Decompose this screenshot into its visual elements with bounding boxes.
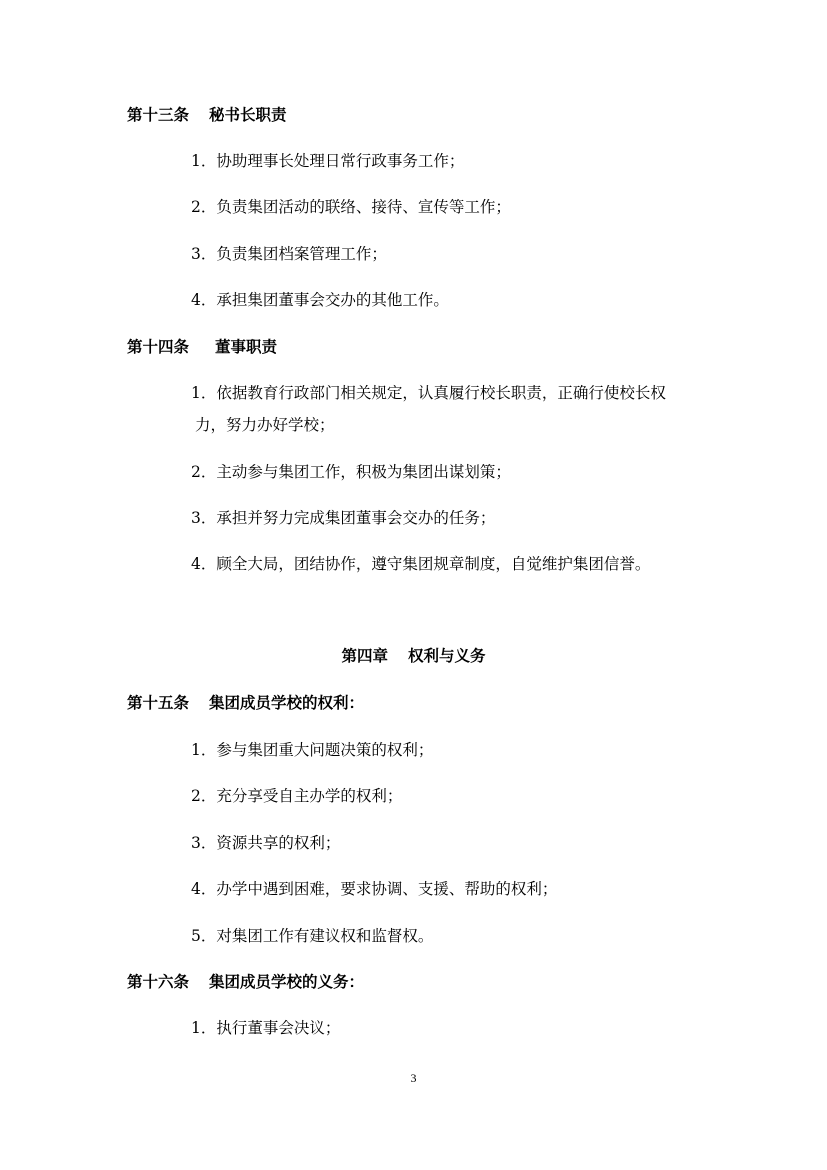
article-13-item-2: 2．负责集团活动的联络、接待、宣传等工作； <box>191 198 511 216</box>
article-15-title: 集团成员学校的权利： <box>209 693 365 712</box>
article-13-item-3: 3．负责集团档案管理工作； <box>191 245 387 263</box>
article-15-item-2: 2．充分享受自主办学的权利； <box>191 787 403 805</box>
article-15-item-5: 5．对集团工作有建议权和监督权。 <box>191 927 434 945</box>
article-13-heading <box>127 104 287 126</box>
article-14-item-1: 1．依据教育行政部门相关规定，认真履行校长职责，正确行使校长权 <box>191 384 666 402</box>
article-16-item-1: 1．执行董事会决议； <box>191 1019 341 1037</box>
article-16-title: 集团成员学校的义务： <box>209 972 365 991</box>
article-14-item-3: 3．承担并努力完成集团董事会交办的任务； <box>191 509 496 527</box>
article-15-number: 第十五条 <box>127 693 190 712</box>
article-15-heading <box>127 692 364 714</box>
article-13-item-4: 4．承担集团董事会交办的其他工作。 <box>191 291 449 309</box>
page-number: 3 <box>410 1071 417 1085</box>
article-15-item-1: 1．参与集团重大问题决策的权利； <box>191 741 434 759</box>
chapter-4-number: 第四章 <box>341 646 388 665</box>
article-13-title: 秘书长职责 <box>209 105 287 124</box>
article-14-item-2: 2．主动参与集团工作，积极为集团出谋划策； <box>191 463 511 481</box>
chapter-4-title: 权利与义务 <box>408 646 486 665</box>
article-14-item-4: 4．顾全大局，团结协作，遵守集团规章制度，自觉维护集团信誉。 <box>191 555 651 573</box>
article-15-item-3: 3．资源共享的权利； <box>191 834 341 852</box>
article-15-item-4: 4．办学中遇到困难，要求协调、支援、帮助的权利； <box>191 880 558 898</box>
article-14-number: 第十四条 <box>127 337 190 356</box>
article-14-item-1-continued: 力，努力办好学校； <box>195 416 335 434</box>
article-16-number: 第十六条 <box>127 972 190 991</box>
article-16-heading <box>127 971 364 993</box>
article-13-item-1: 1．协助理事长处理日常行政事务工作； <box>191 152 465 170</box>
article-14-heading <box>127 336 277 358</box>
chapter-4-heading <box>0 645 827 667</box>
article-13-number: 第十三条 <box>127 105 190 124</box>
article-14-title: 董事职责 <box>215 337 278 356</box>
